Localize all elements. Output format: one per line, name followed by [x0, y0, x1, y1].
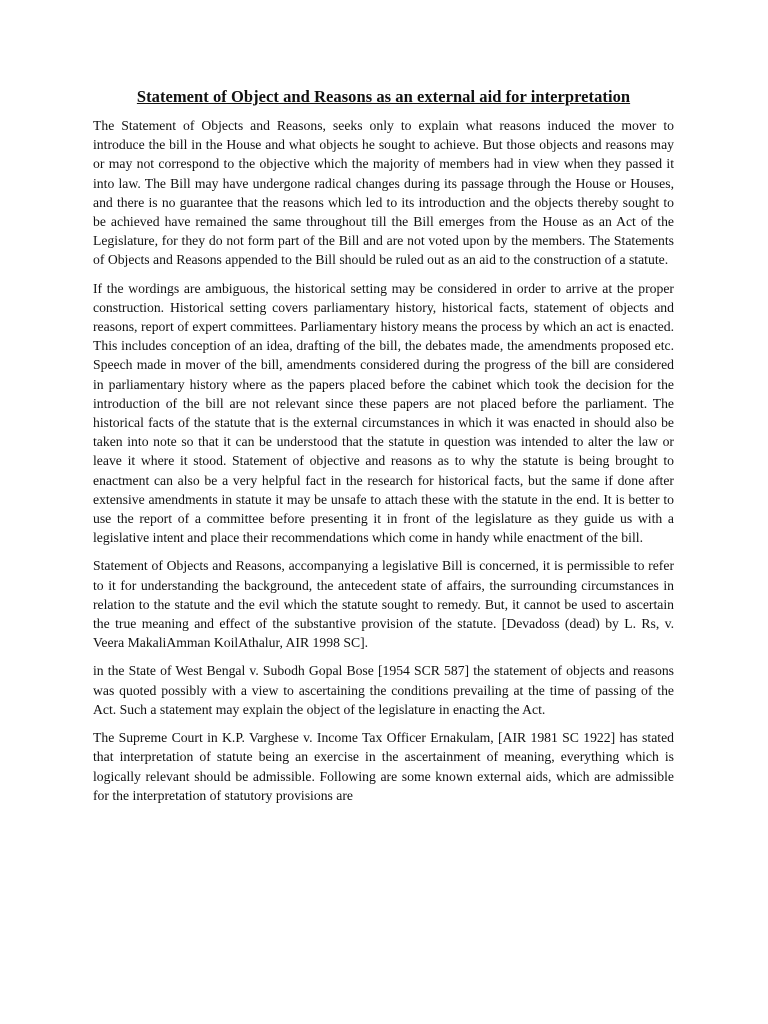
- document-title: Statement of Object and Reasons as an external aid for interpretation: [136, 87, 631, 106]
- paragraph-statement-of-objects: The Statement of Objects and Reasons, seeks only to explain what reasons induced the mover to introduce the bill in the House and what objects he sought to achieve. But those objects and reasons may or may not correspond to the objective which the majority of members had in view when they passed it into law. The Bill may have undergone radical changes during its passage through the House or Houses, and there is no guarantee that the reasons which led to its introduction and the objects thereby sought to be achieved have remained the same throughout till the Bill emerges from the House as an Act of the Legislature, for they do not form part of the Bill and are not voted upon by the members. The Statements of Objects and Reasons appended to the Bill should be ruled out as an aid to the construction of a statute.: [93, 118, 674, 268]
- paragraph-west-bengal-case: in the State of West Bengal v. Subodh Gopal Bose [1954 SCR 587] the statement of objects and reasons was quoted possibly with a view to ascertaining the conditions prevailing at the time of passing of the Act. Such a statement may explain the object of the legislature in enacting the Act.: [93, 663, 674, 717]
- paragraph-varghese-case: The Supreme Court in K.P. Varghese v. Income Tax Officer Ernakulam, [AIR 1981 SC 1922] has stated that interpretation of statute being an exercise in the ascertainment of meaning, everything which is logically relevant should be admissible. Following are some known external aids, which are admissible for the interpretation of statutory provisions are: [93, 730, 674, 803]
- paragraph-legislative-bill: Statement of Objects and Reasons, accompanying a legislative Bill is concerned, it is permissible to refer to it for understanding the background, the antecedent state of affairs, the surrounding circumstances in relation to the statute and the evil which the statute sought to remedy. But, it cannot be used to ascertain the true meaning and effect of the substantive provision of the statute. [Devadoss (dead) by L. Rs, v. Veera MakaliAmman KoilAthalur, AIR 1998 SC].: [93, 558, 674, 651]
- paragraph-historical-setting: If the wordings are ambiguous, the historical setting may be considered in order to arrive at the proper construction. Historical setting covers parliamentary history, historical facts, statement of objects and reasons, report of expert committees. Parliamentary history means the process by which an act is enacted. This includes conception of an idea, drafting of the bill, the debates made, the amendments proposed etc. Speech made in mover of the bill, amendments considered during the progress of the bill are considered in parliamentary history where as the papers placed before the cabinet which took the decision for the introduction of the bill are not relevant since these papers are not placed before the parliament. The historical facts of the statute that is the external circumstances in which it was enacted in should also be taken into note so that it can be understood that the statute in question was intended to alter the law or leave it where it stood. Statement of objective and reasons as to why the statute is being brought to enactment can also be a very helpful fact in the research for historical facts, but the same if done after extensive amendments in statute it may be unsafe to attach these with the statute in the end. It is better to use the report of a committee before presenting it in front of the legislature as they guide us with a legislative intent and place their recommendations which come in handy while enactment of the bill.: [93, 280, 674, 546]
